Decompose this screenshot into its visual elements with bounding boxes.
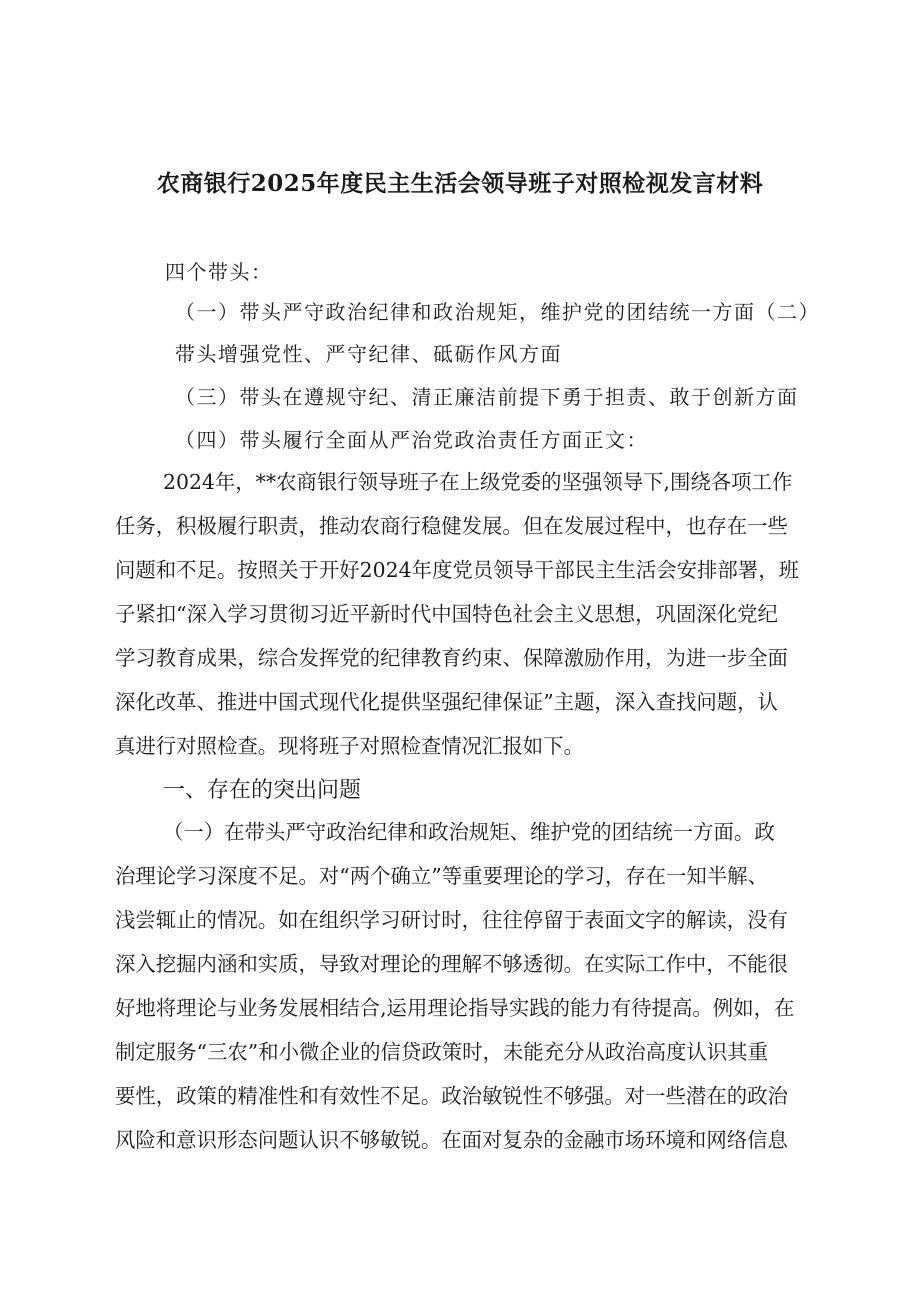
intro-line: （四）带头履行全面从严治党政治责任方面正文： [175, 428, 648, 452]
paragraph-line: 好地将理论与业务发展相结合,运用理论指导实践的能力有待提高。例如，在 [115, 996, 795, 1020]
intro-line: （一）带头严守政治纪律和政治规矩，维护党的团结统一方面（二） [175, 300, 820, 324]
paragraph-line: 要性，政策的精准性和有效性不足。政治敏锐性不够强。对一些潜在的政治 [115, 1084, 788, 1108]
section-heading: 一、存在的突出问题 [163, 778, 362, 803]
paragraph-line: 深入挖掘内涵和实质，导致对理论的理解不够透彻。在实际工作中，不能很 [115, 952, 788, 976]
paragraph-line: 制定服务“三农”和小微企业的信贷政策时，未能充分从政治高度认识其重 [115, 1040, 768, 1064]
intro-line: 带头增强党性、严守纪律、砥砺作风方面 [175, 342, 562, 366]
paragraph-line: （一）在带头严守政治纪律和政治规矩、维护党的团结统一方面。政 [163, 820, 775, 844]
intro-line: （三）带头在遵规守纪、清正廉洁前提下勇于担责、敢于创新方面 [175, 385, 799, 409]
paragraph-line: 子紧扣“深入学习贯彻习近平新时代中国特色社会主义思想，巩固深化党纪 [115, 602, 778, 626]
paragraph-line: 学习教育成果，综合发挥党的纪律教育约束、保障激励作用，为进一步全面 [115, 646, 788, 670]
paragraph-line: 问题和不足。按照关于开好2024年度党员领导干部民主生活会安排部署，班 [115, 558, 799, 582]
paragraph-line: 深化改革、推进中国式现代化提供坚强纪律保证”主题，深入查找问题，认 [115, 690, 778, 714]
paragraph-line: 2024年，**农商银行领导班子在上级党委的坚强领导下,围绕各项工作 [163, 470, 793, 494]
paragraph-line: 真进行对照检查。现将班子对照检查情况汇报如下。 [115, 734, 584, 758]
paragraph-line: 任务，积极履行职责，推动农商行稳健发展。但在发展过程中，也存在一些 [115, 514, 788, 538]
document-title: 农商银行2025年度民主生活会领导班子对照检视发言材料 [156, 170, 764, 197]
paragraph-line: 风险和意识形态问题认识不够敏锐。在面对复杂的金融市场环境和网络信息 [115, 1128, 788, 1152]
paragraph-line: 治理论学习深度不足。对“两个确立”等重要理论的学习，存在一知半解、 [115, 864, 768, 888]
paragraph-line: 浅尝辄止的情况。如在组织学习研讨时，往往停留于表面文字的解读，没有 [115, 908, 788, 932]
intro-line: 四个带头： [165, 260, 273, 284]
